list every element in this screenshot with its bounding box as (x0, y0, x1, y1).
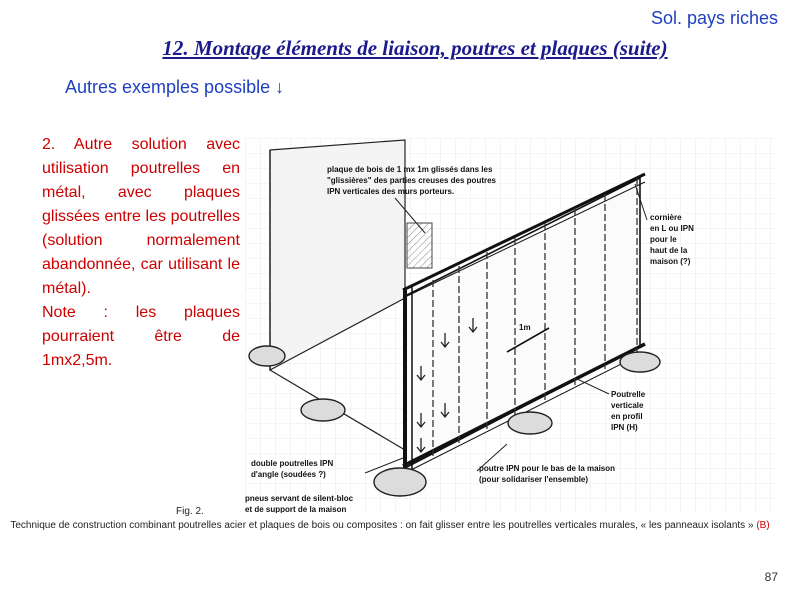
corner-post-annotation-line-2: d'angle (soudées ?) (251, 470, 326, 479)
cornice-annotation-line-5: maison (?) (650, 257, 691, 266)
top-annotation-line-2: "glissières" des parties creuses des poutres (327, 176, 496, 185)
explanation-text (42, 133, 240, 373)
slide-subtitle: Autres exemples possible ↓ (65, 77, 285, 97)
tyre-annotation-line-1: pneus servant de silent-bloc (245, 494, 354, 503)
post-annotation-line-1: Poutrelle (611, 390, 646, 399)
slide-title: 12. Montage éléments de liaison, poutres et plaques (suite) (162, 36, 668, 60)
section-tag: Sol. pays riches (650, 8, 778, 28)
top-annotation-line-3: IPN verticales des murs porteurs. (327, 187, 455, 196)
corner-post-annotation-line-1: double poutrelles IPN (251, 459, 334, 468)
cornice-annotation-line-1: cornière (650, 213, 682, 222)
explanation-paragraph: 2. Autre solution avec utilisation poutrelles en métal, avec plaques glissées entre les poutrelles (solution normalement abandonnée, car utilisant le métal). (42, 136, 240, 297)
top-annotation-line-1: plaque de bois de 1 mx 1m glissés dans les (327, 165, 493, 174)
figure-label: Fig. 2. (176, 506, 204, 517)
post-annotation-line-3: en profil (611, 412, 643, 421)
bottom-beam-annotation-line-2: (pour solidariser l'ensemble) (479, 475, 589, 484)
tyre-annotation-line-2: et de support de la maison (245, 505, 347, 513)
page-number: 87 (764, 570, 778, 584)
post-annotation-line-2: verticale (611, 401, 644, 410)
dimension-label: 1m (519, 323, 531, 332)
cornice-annotation-line-3: pour le (650, 235, 677, 244)
note-paragraph: Note : les plaques pourraient être de 1mx2,5m. (42, 304, 240, 369)
post-annotation-line-4: IPN (H) (611, 423, 638, 432)
cornice-annotation-line-2: en L ou IPN (650, 224, 694, 233)
construction-sketch (245, 138, 775, 513)
window-panel (407, 223, 432, 268)
figure-caption (10, 519, 770, 533)
figure-caption-reference: (B) (756, 520, 770, 531)
bottom-beam-annotation-line-1: poutre IPN pour le bas de la maison (479, 464, 616, 473)
figure-caption-text: Technique de construction combinant poutrelles acier et plaques de bois ou composites : on fait glisser entre les poutrelles verticales murales, « les panneaux isolants » (10, 520, 757, 531)
cornice-annotation-line-4: haut de la (650, 246, 688, 255)
